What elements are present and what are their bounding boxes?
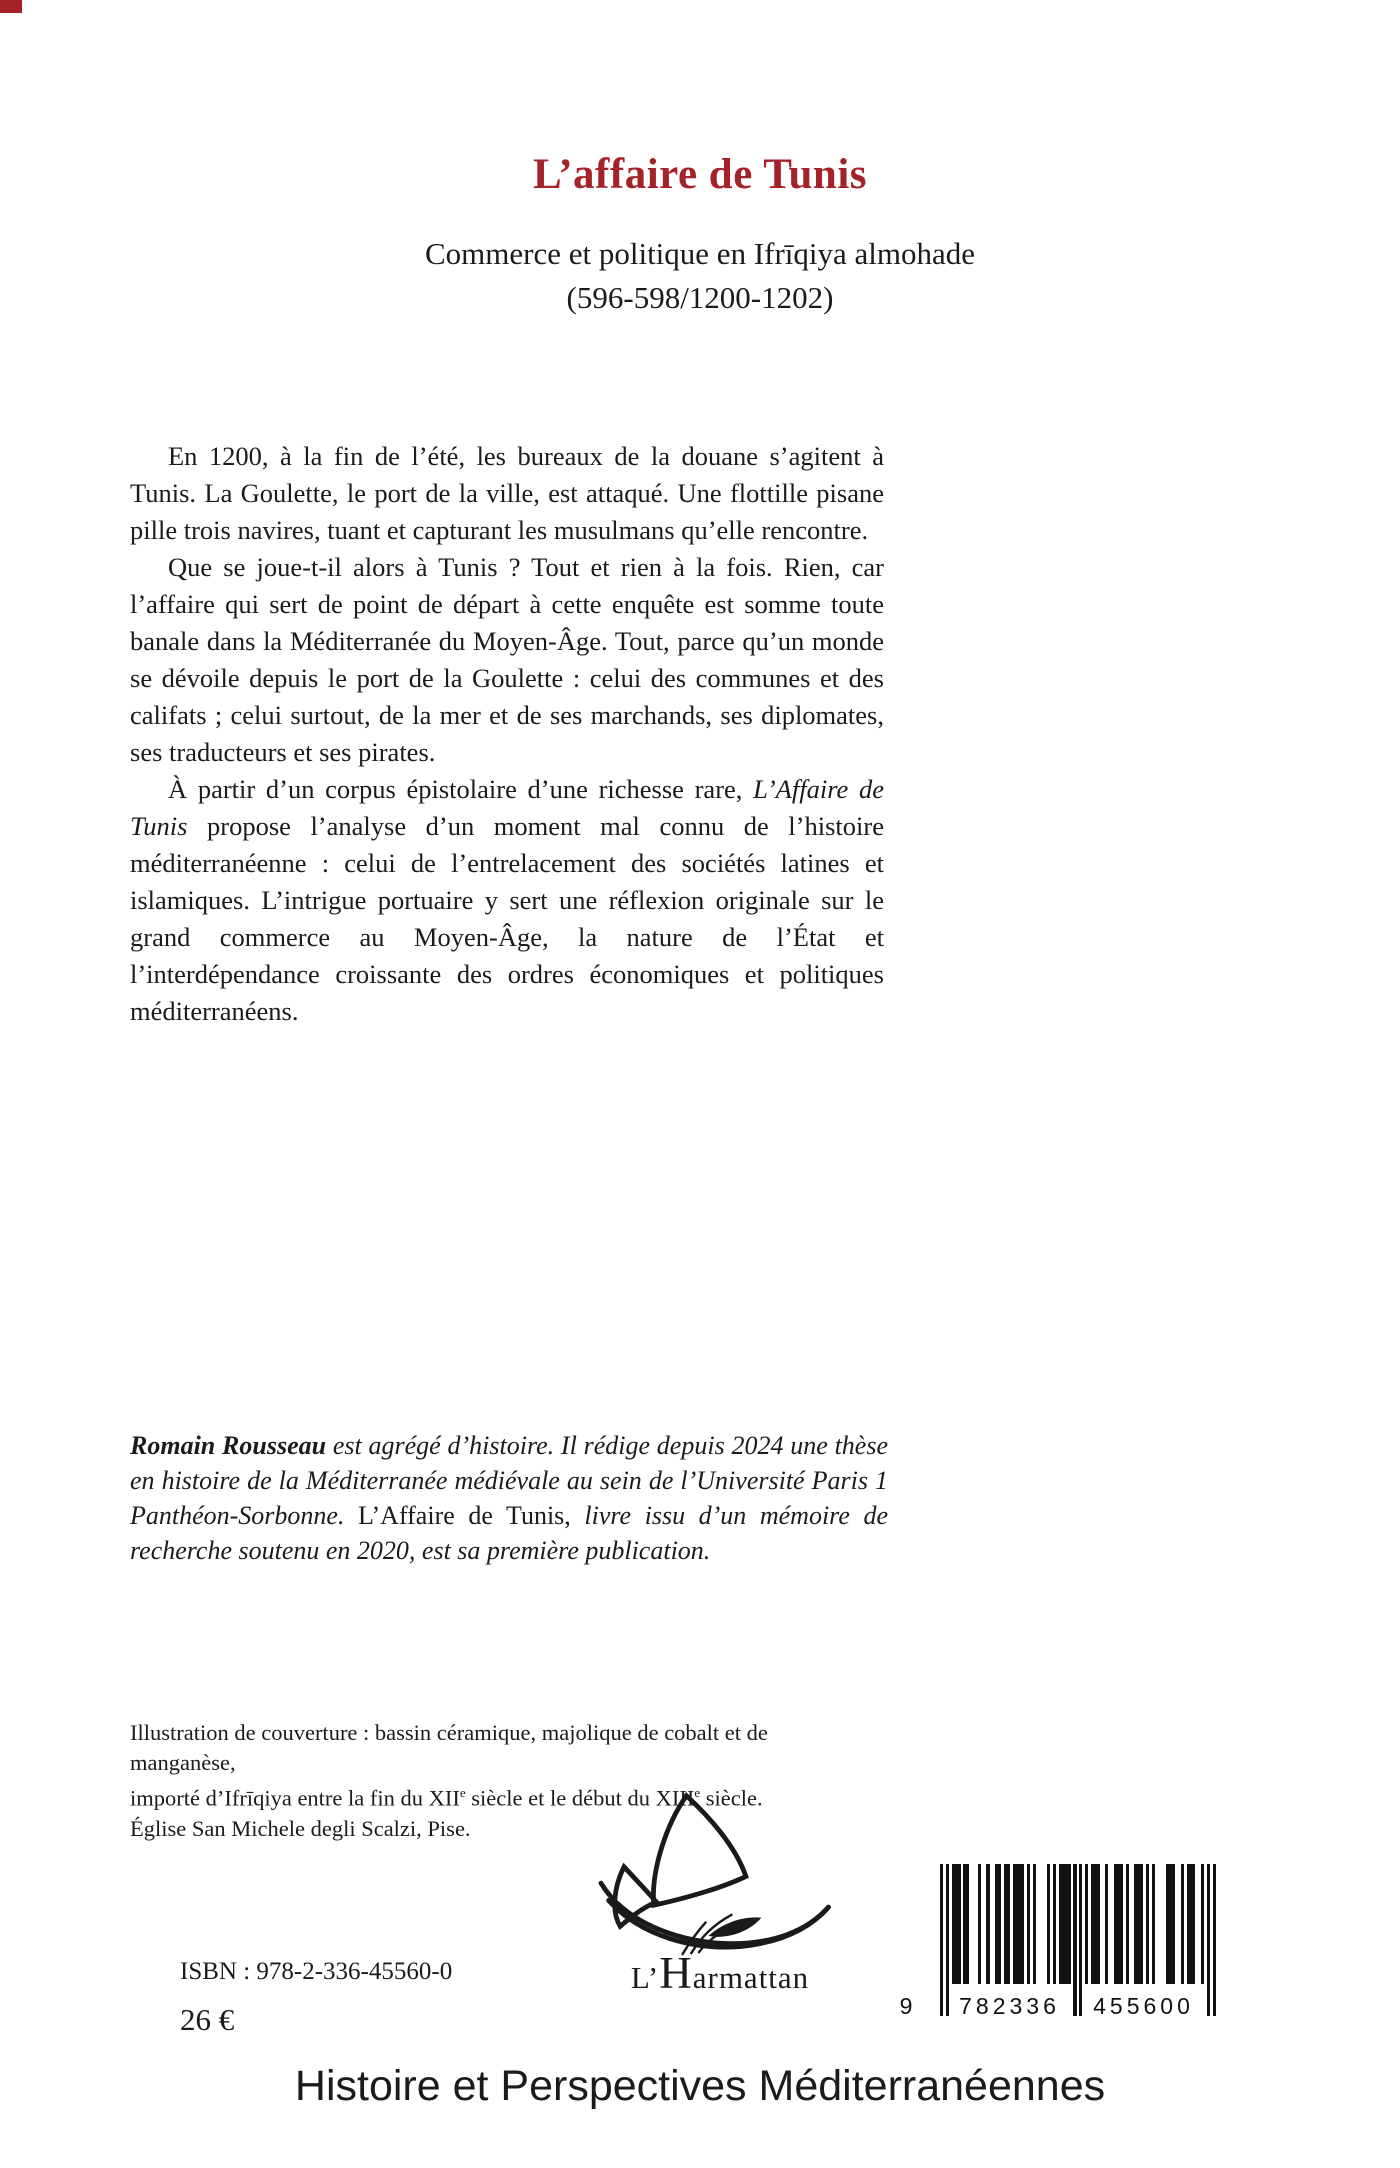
synopsis-paragraph-2: Que se joue-t-il alors à Tunis ? Tout et rien à la fois. Rien, car l’affaire qui sert de point de départ à cette enquête est somme toute banale dans la Méditerranée du Moyen-Âge. Tout, parce qu’un monde se dévoile depuis le port de la Goulette : celui des communes et des califats ; celui surtout, de la mer et de ses marchands, ses diplomates, ses traducteurs et ses pirates. — [130, 552, 884, 767]
synopsis-paragraph-3-text: À partir d’un corpus épistolaire d’une richesse rare, — [168, 774, 754, 804]
isbn-label: ISBN : 978-2-336-45560-0 — [180, 1958, 453, 1985]
barcode-digit-group: 9 — [896, 1990, 916, 2020]
work-title-roman: L’Affaire de Tunis, — [358, 1501, 571, 1530]
synopsis-paragraph-1: En 1200, à la fin de l’été, les bureaux de la douane s’agitent à Tunis. La Goulette, le port de la ville, est attaqué. Une flottille pisane pille trois navires, tuant et capturant les musulmans qu’elle rencontre. — [130, 441, 884, 545]
synopsis-paragraph-3-text: propose l’analyse d’un moment mal connu de l’histoire méditerranéenne : celui de l’entrelacement des sociétés latines et islamiques. L’intrigue portuaire y sert une réflexion originale sur le grand commerce au Moyen-Âge, la nature de l’État et l’interdépendance croissante des ordres économiques et politiques méditerranéens. — [130, 811, 884, 1026]
sailboat-logo-icon — [595, 1790, 845, 1958]
barcode-digit-group: 455600 — [1083, 1990, 1204, 2020]
collection-name: Histoire et Perspectives Méditerranéennes — [294, 2062, 1106, 2110]
author-name: Romain Rousseau — [130, 1431, 327, 1460]
publisher-name: L’Harmattan — [630, 1948, 810, 1998]
work-title-italic: L’Affaire de Tunis — [130, 774, 884, 841]
author-bio — [130, 1428, 888, 1568]
barcode-digit-group: 782336 — [949, 1990, 1070, 2020]
synopsis-block — [130, 438, 884, 1030]
book-title: L’affaire de Tunis — [533, 151, 867, 198]
author-bio-text: est agrégé d’histoire. Il rédige depuis 2024 une thèse en histoire de la Méditerranée médiévale au sein de l’Université Paris 1 Panthéon-Sorbonne. — [130, 1431, 888, 1530]
credit-line-2: importé d’Ifrīqiya entre la fin du XIIe siècle et le début du XIIIe siècle. — [130, 1785, 763, 1811]
barcode — [899, 1864, 1220, 2020]
credit-line-3: Église San Michele degli Scalzi, Pise. — [130, 1815, 471, 1841]
credit-line-1: Illustration de couverture : bassin céramique, majolique de cobalt et de manganèse, — [130, 1720, 768, 1775]
book-subtitle-dates: (596-598/1200-1202) — [566, 280, 834, 315]
cover-corner-mark — [0, 0, 22, 13]
publisher-logo-block — [575, 1790, 865, 1996]
synopsis-paragraph-3 — [130, 771, 884, 1030]
author-bio-text: livre issu d’un mémoire de recherche soutenu en 2020, est sa première publication. — [130, 1501, 888, 1565]
book-subtitle: Commerce et politique en Ifrīqiya almohade — [424, 236, 976, 271]
price-label: 26 € — [180, 2002, 235, 2037]
